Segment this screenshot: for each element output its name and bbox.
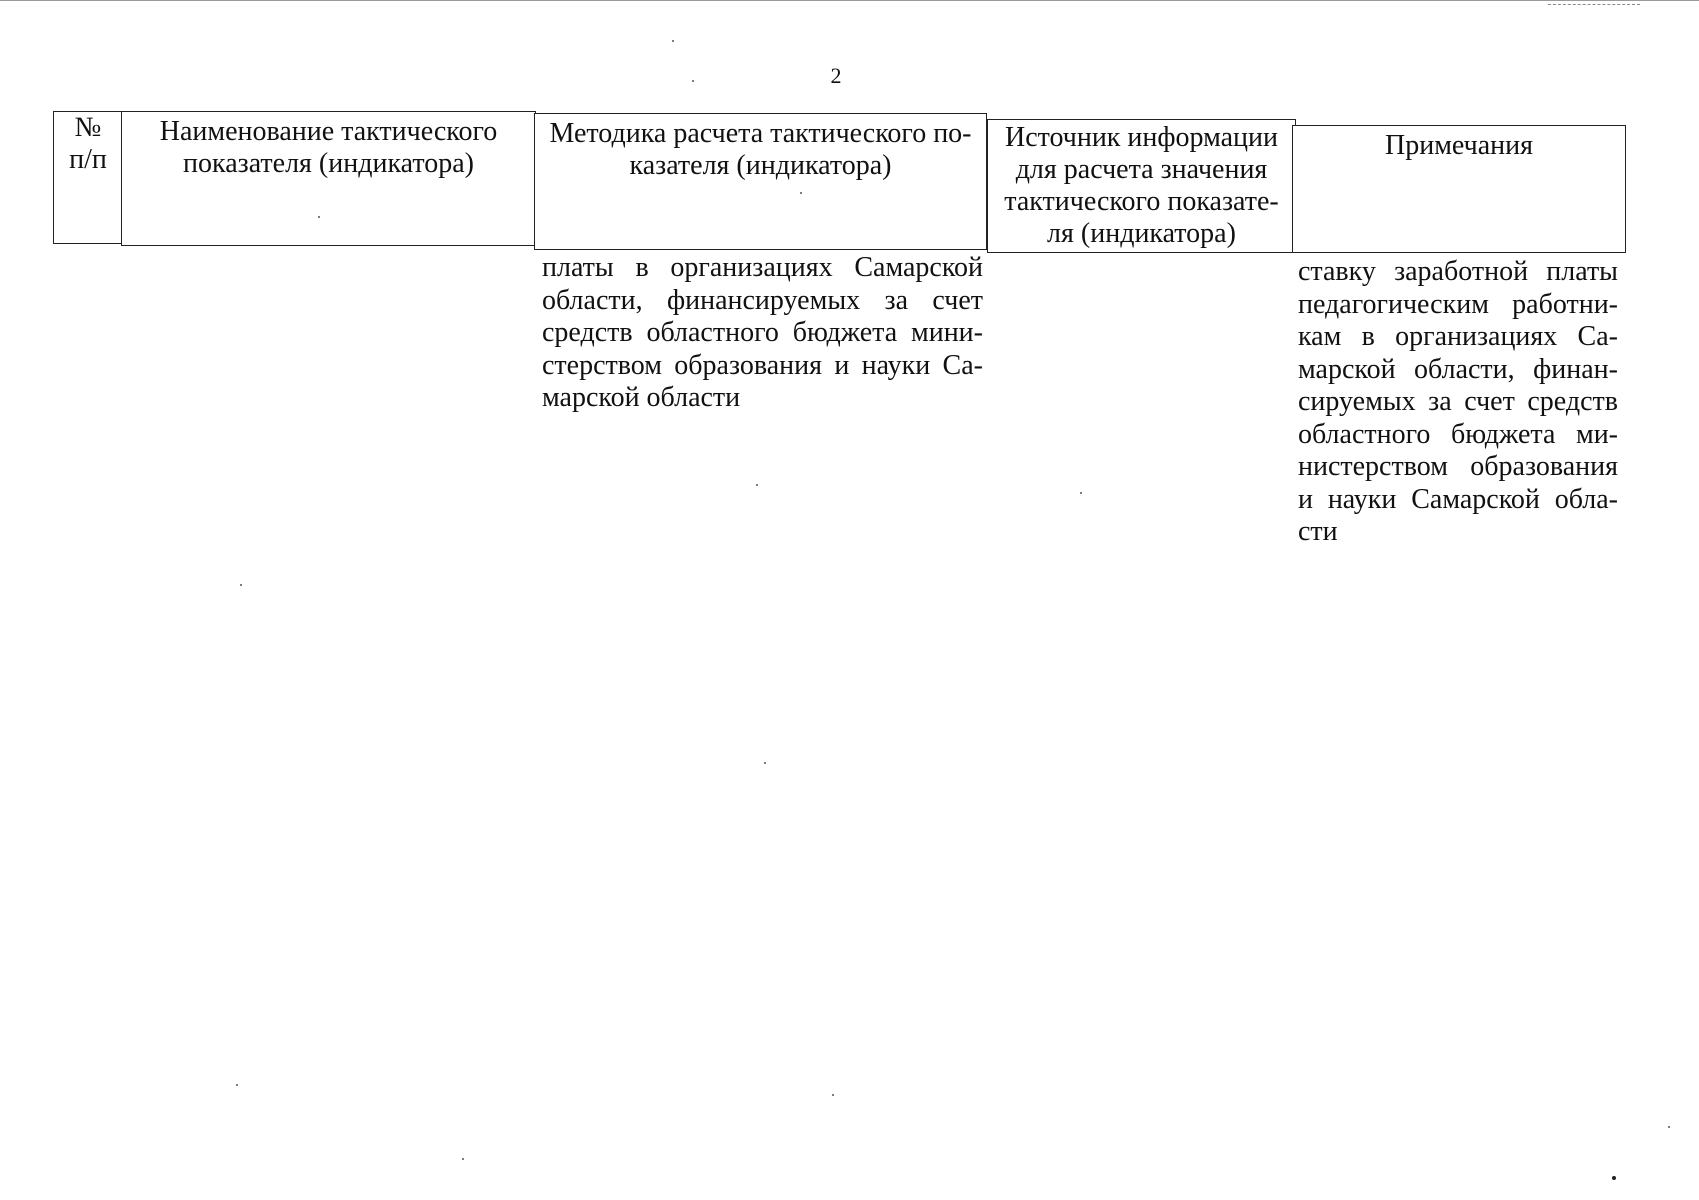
- notes-text-line: областного бюджета ми-: [1298, 418, 1618, 450]
- header-cell-number: [53, 111, 123, 244]
- header-name-line-1: Наименование тактического: [159, 116, 498, 147]
- notes-text-line: марской области, финан-: [1298, 353, 1618, 385]
- header-source-line-1: Источник информации: [1004, 122, 1279, 153]
- scan-speck: [1668, 1126, 1670, 1128]
- scan-edge-mark: [1548, 4, 1640, 6]
- header-notes-line-1: Примечания: [1384, 130, 1533, 161]
- scan-speck: [692, 80, 694, 82]
- method-text-line: платы в организациях Самарской: [542, 252, 983, 283]
- scan-speck: [240, 584, 242, 586]
- header-method-line-2: казателя (индикатора): [629, 150, 892, 181]
- notes-text-line: кам в организациях Са-: [1298, 321, 1618, 352]
- scan-speck: [318, 216, 320, 218]
- notes-text-line: сируемых за счет средств: [1298, 386, 1618, 417]
- scan-top-edge: [0, 0, 1699, 1]
- notes-text-line: ставку заработной платы: [1298, 256, 1618, 287]
- row-method-text: [542, 252, 983, 415]
- header-cell-indicator-name: [121, 111, 536, 246]
- table-header: [53, 111, 1626, 253]
- page-number: 2: [830, 63, 842, 88]
- row-notes-text: [1298, 256, 1618, 549]
- scan-speck: [462, 1158, 464, 1160]
- header-method-line-1: Методика расчета тактического по-: [549, 118, 972, 149]
- scan-speck: [672, 40, 674, 42]
- header-source-line-3: тактического показате-: [1004, 186, 1279, 217]
- header-number-line-2: п/п: [69, 144, 107, 175]
- header-cell-information-source: [987, 119, 1296, 253]
- method-text-line: стерством образования и науки Са-: [542, 349, 983, 381]
- header-source-line-4: ля (индикатора): [1047, 218, 1236, 249]
- scan-speck: [1612, 1176, 1616, 1180]
- header-cell-calculation-method: [534, 113, 987, 250]
- header-name-line-2: показателя (индикатора): [183, 148, 474, 179]
- scan-speck: [764, 762, 766, 764]
- notes-text-line: педагогическим работни-: [1298, 288, 1618, 320]
- scan-speck: [236, 1084, 238, 1086]
- scan-speck: [832, 1094, 834, 1096]
- header-source-line-2: для расчета значения: [1015, 154, 1268, 185]
- scan-speck: [800, 192, 802, 194]
- method-text-line: марской области: [542, 382, 741, 413]
- notes-text-line: нистерством образования: [1298, 451, 1618, 482]
- header-cell-notes: [1292, 125, 1626, 253]
- header-number-line-1: №: [74, 112, 102, 143]
- notes-text-line: сти: [1298, 516, 1338, 547]
- notes-text-line: и науки Самарской обла-: [1298, 483, 1618, 515]
- method-text-line: области, финансируемых за счет: [542, 284, 983, 316]
- scan-speck: [756, 484, 758, 486]
- scan-speck: [1080, 492, 1082, 494]
- method-text-line: средств областного бюджета мини-: [542, 317, 983, 348]
